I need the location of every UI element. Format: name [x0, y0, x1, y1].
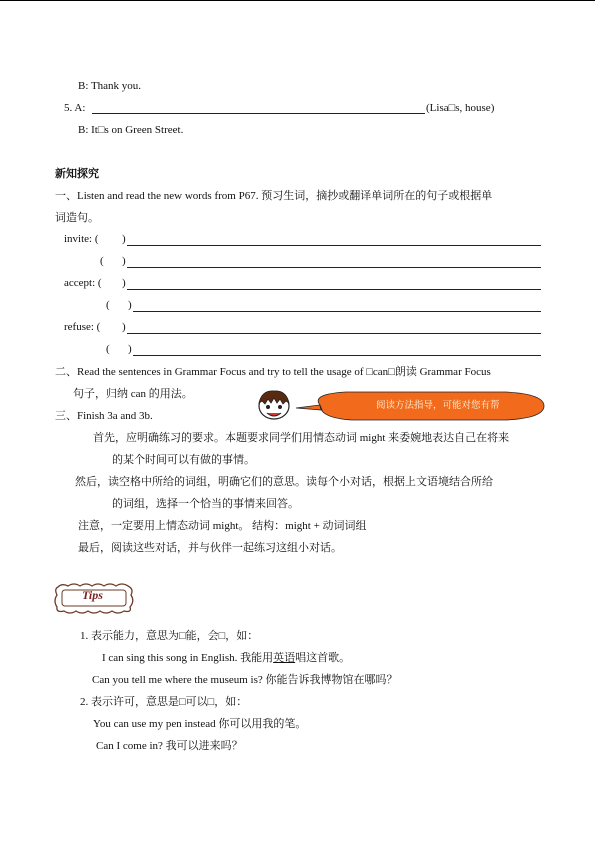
- part2-instruction-line1: 二、Read the sentences in Grammar Focus and try to tell the usage of □can□朗读 Grammar Focus: [55, 366, 491, 378]
- tips-example-1-underlined: 英语: [273, 652, 296, 664]
- step2-line2: 的词组，选择一个恰当的事情来回答。: [112, 498, 299, 510]
- part1-instruction-line1: 一、Listen and read the new words from P67. 预习生词，摘抄或翻译单词所在的句子或根据单: [55, 190, 493, 202]
- step2-line1: 然后，读空格中所给的词组，明确它们的意思。读每个小对话，根据上文语境结合所给: [75, 476, 493, 488]
- question-5-hint: (Lisa□s, house): [426, 102, 495, 114]
- part2-instruction-line2: 句子，归纳 can 的用法。: [73, 388, 193, 400]
- page-top-border: [0, 0, 595, 1]
- tips-example-4: Can I come in? 我可以进来吗？: [96, 740, 243, 752]
- tips-example-3: You can use my pen instead 你可以用我的笔。: [93, 718, 307, 730]
- word-invite-label: invite: (: [64, 233, 99, 245]
- tips-item-2: 2. 表示许可，意思是□可以□，如：: [80, 696, 248, 708]
- tips-example-1: [102, 651, 350, 665]
- word-refuse-close: ): [122, 321, 126, 333]
- answer-line-accept-1[interactable]: [127, 289, 541, 290]
- word-refuse-label: refuse: (: [64, 321, 101, 333]
- word-invite-close: ): [122, 233, 126, 245]
- word-accept-close: ): [122, 277, 126, 289]
- tips-badge-label: Tips: [82, 588, 103, 602]
- callout-text: 阅读方法指导，可能对您有帮: [376, 400, 500, 411]
- tips-item-1: 1. 表示能力，意思为□能，会□，如：: [80, 630, 259, 642]
- tips-example-2: Can you tell me where the museum is? 你能告诉我博物馆在哪吗？: [92, 674, 398, 686]
- word-invite-close-2: ): [122, 255, 126, 267]
- answer-line-invite-2[interactable]: [127, 267, 541, 268]
- reading-guide-callout: [256, 388, 546, 430]
- word-refuse-paren-2: (: [106, 343, 110, 355]
- answer-line-invite-1[interactable]: [127, 245, 541, 246]
- step3-note: 注意，一定要用上情态动词 might。 结构：might + 动词词组: [78, 520, 367, 532]
- answer-blank-q5[interactable]: [92, 113, 425, 114]
- answer-line-accept-2[interactable]: [133, 311, 541, 312]
- part1-instruction-line2: 词造句。: [55, 212, 99, 224]
- question-5-label: 5. A:: [64, 102, 86, 114]
- dialog-line-b-thanks: B: Thank you.: [78, 80, 142, 92]
- word-accept-label: accept: (: [64, 277, 102, 289]
- answer-line-refuse-2[interactable]: [133, 355, 541, 356]
- word-refuse-close-2: ): [128, 343, 132, 355]
- section-title: 新知探究: [55, 167, 99, 180]
- dialog-line-b-street: B: It□s on Green Street.: [78, 124, 184, 136]
- step4-line: 最后，阅读这些对话，并与伙伴一起练习这组小对话。: [78, 542, 342, 554]
- tips-example-1-rest: 唱这首歌。: [295, 652, 351, 664]
- tips-example-1-text: I can sing this song in English. 我能用: [102, 652, 274, 664]
- step1-line1: 首先，应明确练习的要求。本题要求同学们用情态动词 might 来委婉地表达自己在将来: [93, 432, 510, 444]
- word-invite-paren-2: (: [100, 255, 104, 267]
- word-accept-close-2: ): [128, 299, 132, 311]
- step1-line2: 的某个时间可以有做的事情。: [112, 454, 255, 466]
- word-accept-paren-2: (: [106, 299, 110, 311]
- answer-line-refuse-1[interactable]: [127, 333, 541, 334]
- part3-title: 三、Finish 3a and 3b.: [55, 410, 153, 422]
